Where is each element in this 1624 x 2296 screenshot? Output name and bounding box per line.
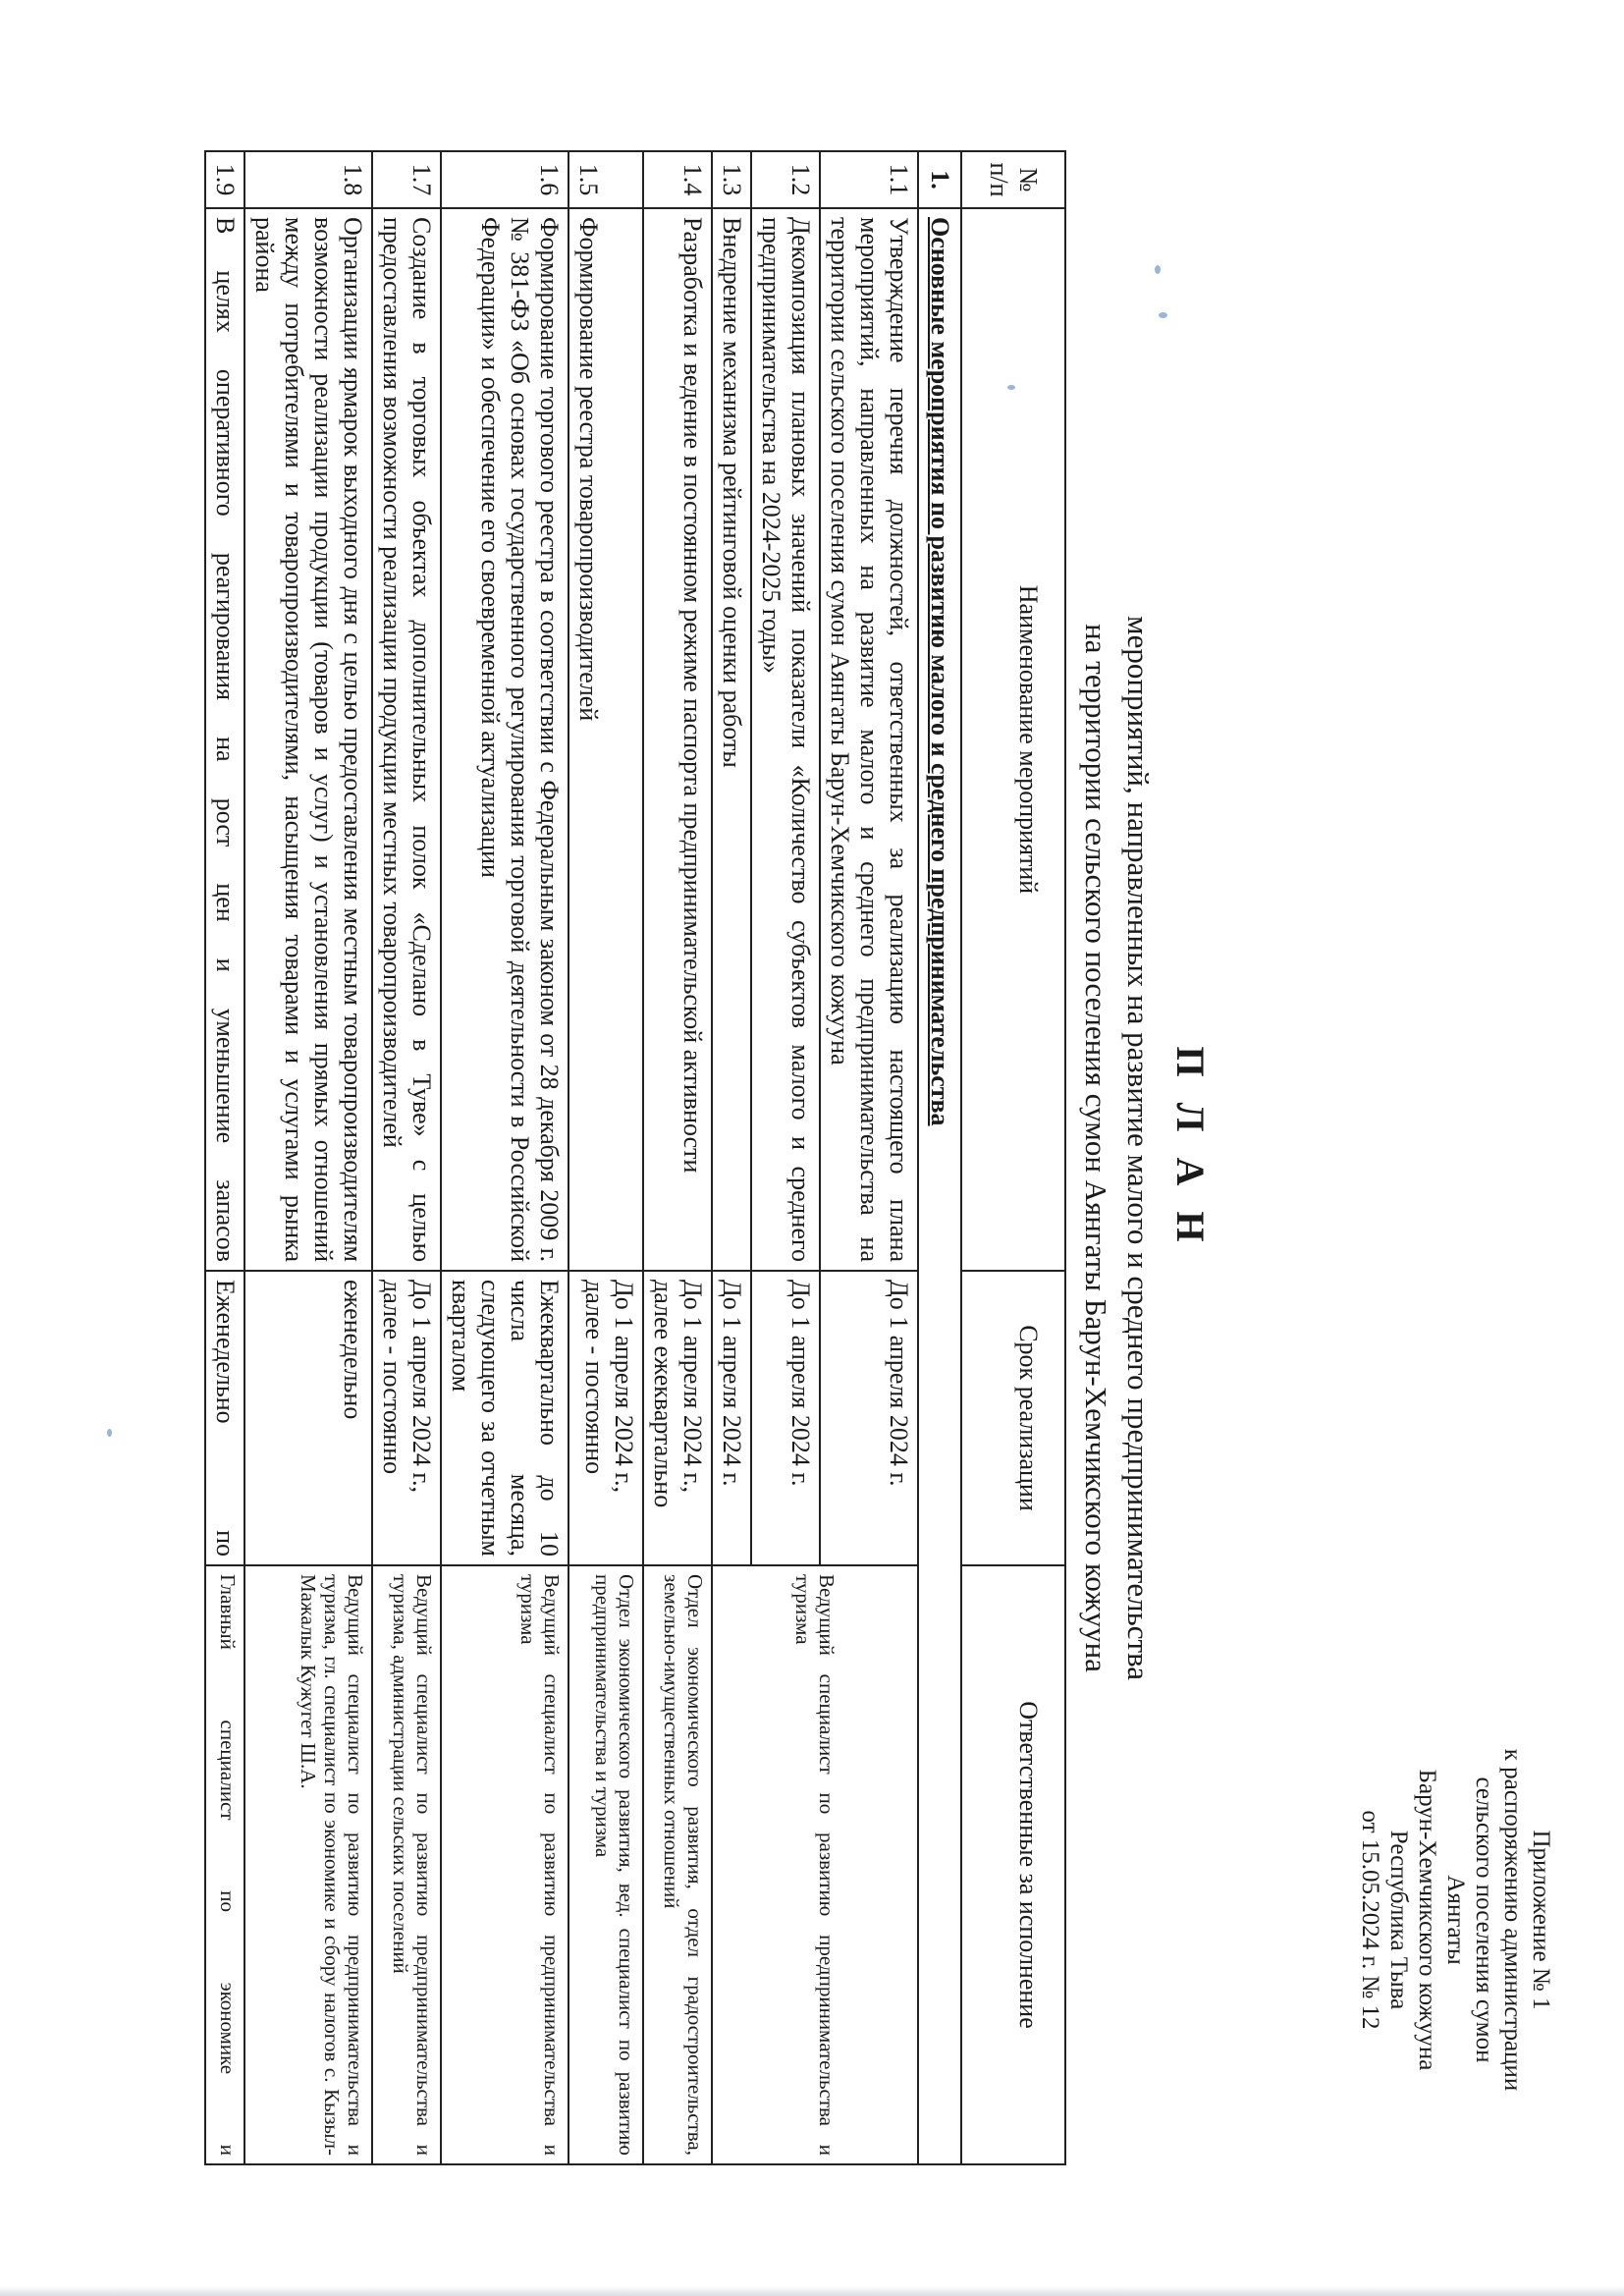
document-title: П Л А Н — [1168, 1046, 1213, 1250]
row-deadline: До 1 апреля 2024 г., далее - постоянно — [568, 1271, 643, 1565]
row-deadline: еженедельно — [244, 1271, 372, 1565]
appendix-line: Аянгаты — [1442, 1875, 1469, 1965]
table-row — [205, 151, 244, 2164]
row-responsible: Ведущий специалист по развитию предпринимательства и туризма — [441, 1565, 568, 2164]
appendix-line: от 15.05.2024 г. № 12 — [1357, 1810, 1383, 2030]
row-name: Декомпозиция плановых значений показатели «Количество субъектов малого и среднего предпринимательства на 2024-2025 годы» — [751, 208, 820, 1271]
scan-speck — [107, 1429, 112, 1437]
plan-table — [204, 150, 1066, 2165]
table-header-row — [961, 151, 1065, 2164]
row-deadline: До 1 апреля 2024 г. — [712, 1271, 751, 1565]
row-name: В целях оперативного реагирования на рост цен и уменьшение запасов — [205, 208, 244, 1271]
row-name: Формирование реестра товаропроизводителей — [568, 208, 643, 1271]
row-deadline: Еженедельно по — [205, 1271, 244, 1565]
row-num: 1.7 — [372, 151, 441, 208]
document-subtitle-territory: на территории сельского поселения сумон Аянгаты Барун-Хемчикского кожууна — [1079, 624, 1113, 1672]
table-row — [372, 151, 441, 2164]
table-row — [820, 151, 918, 2164]
row-responsible: Главный специалист по экономике и — [205, 1565, 244, 2164]
row-num: 1.9 — [205, 151, 244, 208]
header-num: № п/п — [961, 151, 1065, 208]
header-responsible: Ответственные за исполнение — [961, 1565, 1065, 2164]
appendix-line: Приложение № 1 — [1528, 1830, 1554, 2010]
row-responsible: Отдел экономического развития, вед. специалист по развитию предпринимательства и туризма — [568, 1565, 643, 2164]
appendix-block — [1356, 1645, 1555, 2195]
row-num: 1.2 — [751, 151, 820, 208]
section-title: Основные мероприятия по развитию малого и среднего предпринимательства — [918, 208, 961, 2164]
row-responsible: Ведущий специалист по развитию предпринимательства и туризма, гл. специалист по экономике и сбору налогов с. Кызыл-Мажалык Кужугет Ш.А. — [244, 1565, 372, 2164]
row-deadline: До 1 апреля 2024 г. — [751, 1271, 820, 1565]
document-subtitle: мероприятий, направленных на развитие малого и среднего предпринимательства — [1121, 615, 1156, 1681]
header-deadline: Срок реализации — [961, 1271, 1065, 1565]
row-deadline: Ежеквартально до 10 числа месяца, следующего за отчетным кварталом — [441, 1271, 568, 1565]
section-row — [918, 151, 961, 2164]
row-name: Создание в торговых объектах дополнительных полок «Сделано в Туве» с целью предоставления возможности реализации продукции местных товаропроизводителей — [372, 208, 441, 1271]
row-name: Утверждение перечня должностей, ответственных за реализацию настоящего плана мероприятий, направленных на развитие малого и среднего предпринимательства на территории сельского поселения сумон Аянгаты Барун-Хемчикского кожууна — [820, 208, 918, 1271]
appendix-line: Барун-Хемчикского кожууна — [1414, 1769, 1440, 2071]
row-name: Внедрение механизма рейтинговой оценки работы — [712, 208, 751, 1271]
table-row — [643, 151, 712, 2164]
row-deadline: До 1 апреля 2024 г., далее - постоянно — [372, 1271, 441, 1565]
appendix-line: Республика Тыва — [1385, 1830, 1412, 2010]
row-responsible: Ведущий специалист по развитию предпринимательства и туризма — [712, 1565, 918, 2164]
row-deadline: До 1 апреля 2024 г. — [820, 1271, 918, 1565]
appendix-line: к распоряжению администрации — [1499, 1748, 1526, 2092]
row-responsible: Отдел экономического развития, отдел градостроительства, земельно-имущественных отношений — [643, 1565, 712, 2164]
header-name: Наименование мероприятий — [961, 208, 1065, 1271]
table-row — [244, 151, 372, 2164]
row-name: Разработка и ведение в постоянном режиме паспорта предпринимательской активности — [643, 208, 712, 1271]
row-num: 1.4 — [643, 151, 712, 208]
row-num: 1.1 — [820, 151, 918, 208]
row-responsible: Ведущий специалист по развитию предпринимательства и туризма, администрации сельских поселений — [372, 1565, 441, 2164]
table-row — [441, 151, 568, 2164]
row-name: Формирование торгового реестра в соответствии с Федеральным законом от 28 декабря 2009 г. № 381-ФЗ «Об основах государственного регулирования торговой деятельности в Российской Федерации» и обеспечение его своевременной актуализации — [441, 208, 568, 1271]
table-row — [568, 151, 643, 2164]
section-num: 1. — [918, 151, 961, 208]
scan-speck — [1159, 312, 1167, 318]
scan-speck — [1007, 385, 1015, 390]
scan-edge — [0, 2286, 1624, 2296]
row-num: 1.5 — [568, 151, 643, 208]
row-name: Организации ярмарок выходного дня с целью предоставления местным товаропроизводителям возможности реализации продукции (товаров и услуг) и установления прямых отношений между потребителями и товаропроизводителями, насыщения товарами и услугами рынка района — [244, 208, 372, 1271]
row-deadline: До 1 апреля 2024 г., далее ежеквартально — [643, 1271, 712, 1565]
row-num: 1.8 — [244, 151, 372, 208]
scan-speck — [1155, 265, 1161, 274]
row-num: 1.6 — [441, 151, 568, 208]
appendix-line: сельского поселения сумон — [1471, 1777, 1497, 2063]
row-num: 1.3 — [712, 151, 751, 208]
